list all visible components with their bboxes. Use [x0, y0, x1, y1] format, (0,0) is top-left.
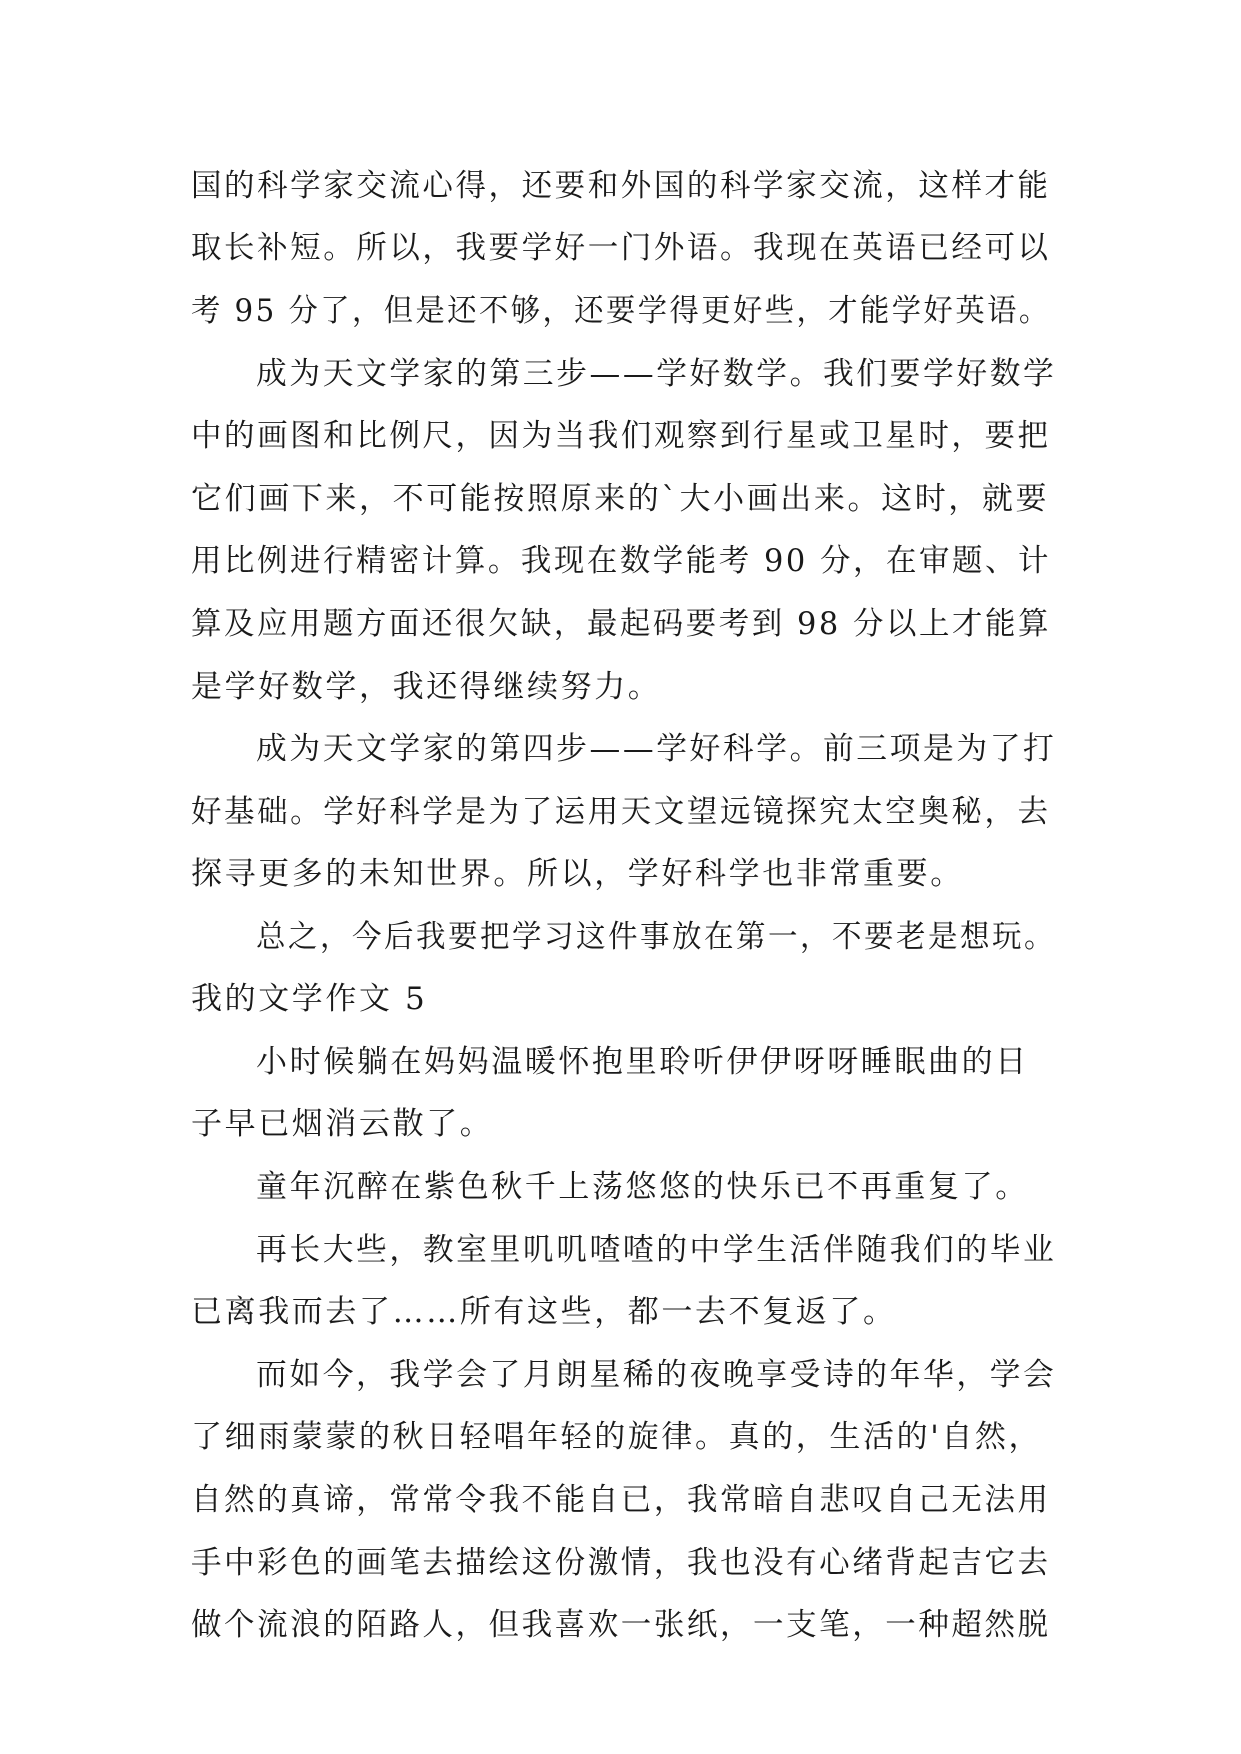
text-line: 考 95 分了，但是还不够，还要学得更好些，才能学好英语。 — [191, 293, 1051, 329]
paragraph-start-line: 小时候躺在妈妈温暖怀抱里聆听伊伊呀呀睡眠曲的日 — [256, 1044, 1029, 1080]
section-heading: 我的文学作文 5 — [191, 981, 428, 1017]
text-line: 子早已烟消云散了。 — [191, 1106, 494, 1142]
text-line: 已离我而去了……所有这些，都一去不复返了。 — [191, 1294, 897, 1330]
text-line: 自然的真谛，常常令我不能自已，我常暗自悲叹自己无法用 — [191, 1482, 1051, 1518]
text-line: 国的科学家交流心得，还要和外国的科学家交流，这样才能 — [191, 168, 1051, 204]
paragraph-start-line: 童年沉醉在紫色秋千上荡悠悠的快乐已不再重复了。 — [256, 1169, 1029, 1205]
text-line: 手中彩色的画笔去描绘这份激情，我也没有心绪背起吉它去 — [191, 1545, 1051, 1581]
text-line: 好基础。学好科学是为了运用天文望远镜探究太空奥秘，去 — [191, 794, 1051, 830]
paragraph-start-line: 成为天文学家的第四步——学好科学。前三项是为了打 — [256, 731, 1057, 767]
text-line: 探寻更多的未知世界。所以，学好科学也非常重要。 — [191, 856, 964, 892]
paragraph-start-line: 成为天文学家的第三步——学好数学。我们要学好数学 — [256, 356, 1057, 392]
paragraph-start-line: 而如今，我学会了月朗星稀的夜晚享受诗的年华，学会 — [256, 1357, 1057, 1393]
text-line: 中的画图和比例尺，因为当我们观察到行星或卫星时，要把 — [191, 418, 1051, 454]
text-line: 用比例进行精密计算。我现在数学能考 90 分，在审题、计 — [191, 543, 1051, 579]
paragraph-start-line: 再长大些，教室里叽叽喳喳的中学生活伴随我们的毕业 — [256, 1232, 1057, 1268]
text-line: 了细雨蒙蒙的秋日轻唱年轻的旋律。真的，生活的'自然， — [191, 1419, 1043, 1455]
text-line: 取长补短。所以，我要学好一门外语。我现在英语已经可以 — [191, 230, 1051, 266]
text-line: 它们画下来，不可能按照原来的`大小画出来。这时，就要 — [191, 481, 1050, 517]
text-line: 是学好数学，我还得继续努力。 — [191, 669, 662, 705]
text-line: 做个流浪的陌路人，但我喜欢一张纸，一支笔，一种超然脱 — [191, 1607, 1051, 1643]
text-line: 算及应用题方面还很欠缺，最起码要考到 98 分以上才能算 — [191, 606, 1051, 642]
paragraph-start-line: 总之，今后我要把学习这件事放在第一，不要老是想玩。 — [256, 919, 1056, 955]
